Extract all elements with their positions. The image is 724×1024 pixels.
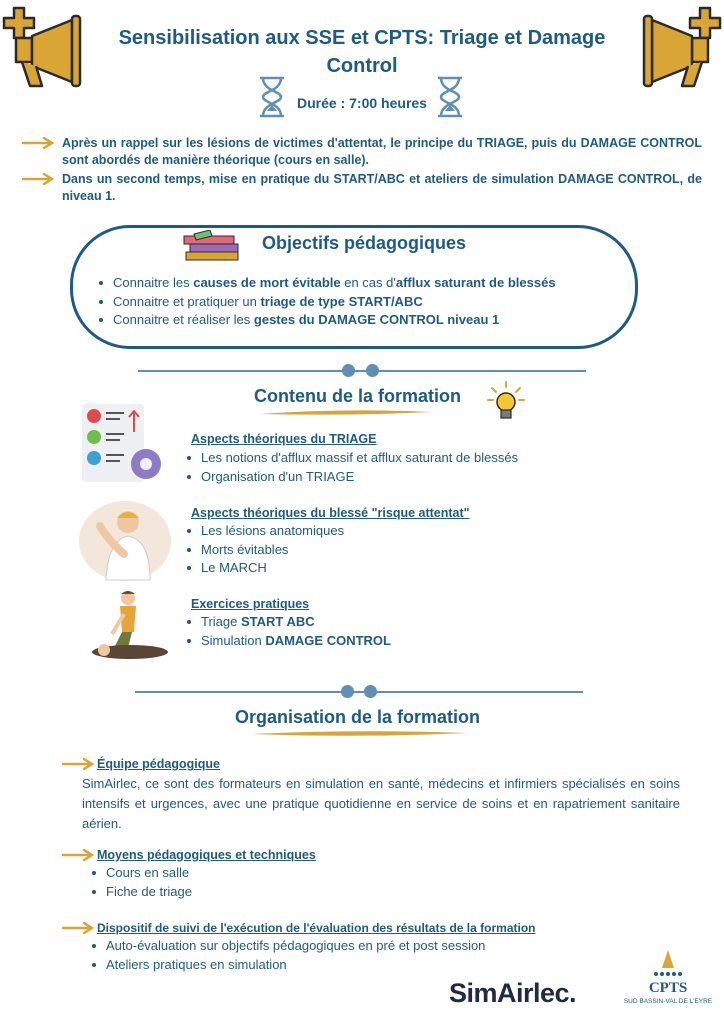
means-list <box>88 864 648 901</box>
block-list <box>183 613 683 650</box>
organisation-heading: Organisation de la formation <box>235 707 481 727</box>
cpts-name: CPTS <box>648 980 688 996</box>
intro-item <box>22 135 702 169</box>
team-title: Équipe pédagogique <box>97 757 220 771</box>
intro-text: Dans un second temps, mise en pratique du START/ABC et ateliers de simulation DAMAGE CONTROL, de niveau 1. <box>62 172 702 203</box>
arrow-right-icon <box>62 758 96 770</box>
objectives-list <box>95 274 625 330</box>
section-divider <box>135 691 583 693</box>
list-item: Simulation DAMAGE CONTROL <box>183 632 683 651</box>
injured-person-illustration <box>78 500 172 582</box>
objective-item: Connaitre les causes de mort évitable en cas d'afflux saturant de blessés <box>95 274 625 293</box>
divider-dot <box>366 364 379 377</box>
section-divider <box>138 370 586 372</box>
lightbulb-icon <box>486 380 526 424</box>
arrow-right-icon <box>62 849 96 861</box>
list-item: Auto-évaluation sur objectifs pédagogiques en pré et post session <box>88 937 648 956</box>
megaphone-right-icon <box>629 0 724 95</box>
arrow-right-icon <box>22 137 56 149</box>
list-item: Ateliers pratiques en simulation <box>88 956 648 975</box>
heading-underline <box>250 729 470 739</box>
megaphone-left-icon <box>0 0 95 95</box>
checklist-gear-icon <box>80 402 166 484</box>
intro-text: Après un rappel sur les lésions de victimes d'attentat, le principe du TRIAGE, puis du DAMAGE CONTROL sont abordés de manière théorique (cours en salle). <box>62 136 702 167</box>
cpts-subtitle: SUD BASSIN-VAL DE L'EYRE <box>623 998 713 1005</box>
block-title: Aspects théoriques du TRIAGE <box>191 432 377 446</box>
list-item: Fiche de triage <box>88 883 648 902</box>
block-title: Exercices pratiques <box>191 597 310 611</box>
page-title: Sensibilisation aux SSE et CPTS: Triage et Damage Control <box>118 27 606 77</box>
list-item: Les notions d'afflux massif et afflux saturant de blessés <box>183 449 683 468</box>
followup-list <box>88 937 648 974</box>
block-list <box>183 449 683 486</box>
simairlec-logo: SimAirlec. <box>449 978 577 1008</box>
divider-dot <box>341 685 354 698</box>
list-item: Cours en salle <box>88 864 648 883</box>
divider-dot <box>364 685 377 698</box>
divider-dot <box>342 364 355 377</box>
duration-label: Durée : 7:00 heures <box>297 95 427 111</box>
arrow-right-icon <box>22 173 56 185</box>
block-title: Aspects théoriques du blessé "risque attentat" <box>191 506 470 520</box>
objective-item: Connaitre et pratiquer un triage de type START/ABC <box>95 293 625 312</box>
content-heading: Contenu de la formation <box>254 386 461 406</box>
arrow-right-icon <box>62 922 96 934</box>
heading-underline <box>258 408 434 418</box>
team-text: SimAirlec, ce sont des formateurs en simulation en santé, médecins et infirmiers spécialisés en soins intensifs et urgences, avec une pratique quotidienne en service de soins et en rapatriement sanitaire aérien. <box>82 776 680 831</box>
cpts-logo-icon <box>652 950 684 978</box>
list-item: Triage START ABC <box>183 613 683 632</box>
books-icon <box>180 230 244 264</box>
intro-item <box>22 171 702 205</box>
followup-title: Dispositif de suivi de l'exécution de l'évaluation des résultats de la formation <box>97 921 536 935</box>
objective-item: Connaitre et réaliser les gestes du DAMAGE CONTROL niveau 1 <box>95 311 625 330</box>
list-item: Le MARCH <box>183 559 683 578</box>
means-title: Moyens pédagogiques et techniques <box>97 848 316 862</box>
block-list <box>183 522 683 578</box>
objectives-heading: Objectifs pédagogiques <box>262 233 467 253</box>
list-item: Les lésions anatomiques <box>183 522 683 541</box>
list-item: Organisation d'un TRIAGE <box>183 468 683 487</box>
cpr-illustration <box>84 588 168 662</box>
list-item: Morts évitables <box>183 541 683 560</box>
